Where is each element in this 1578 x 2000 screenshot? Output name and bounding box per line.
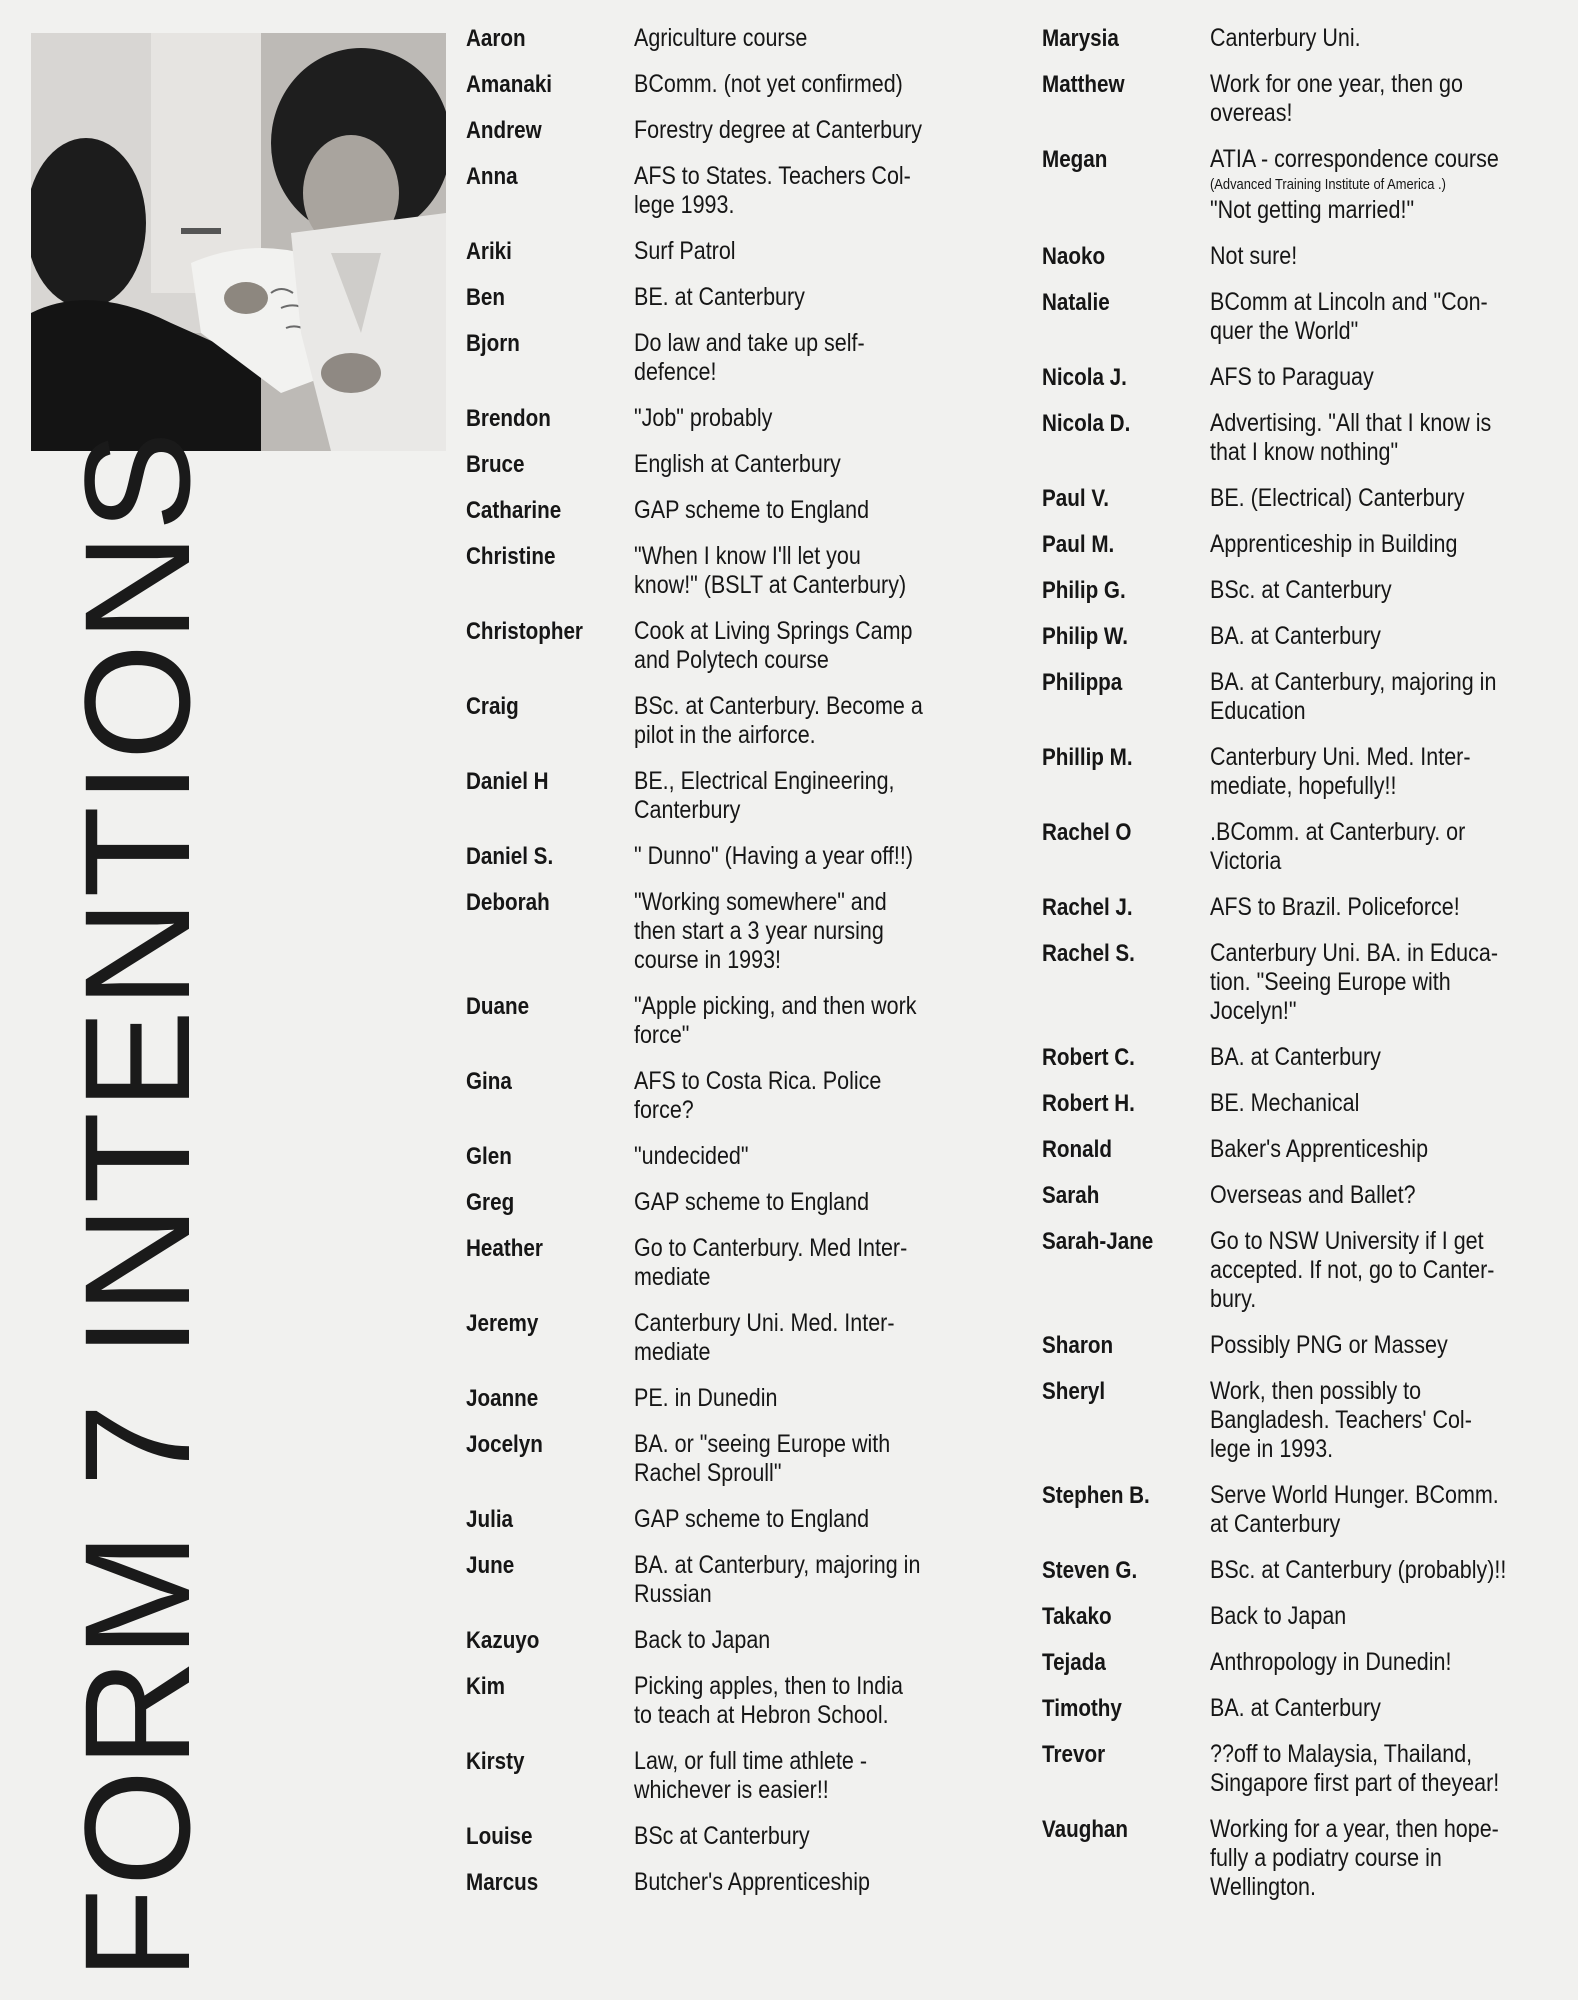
student-entry [466,1747,976,1805]
student-name: Nicola J. [1042,364,1127,391]
intention-line: BE. Mechanical [1210,1089,1360,1117]
student-name: Kirsty [466,1748,525,1775]
student-intention [634,1430,976,1488]
student-name: Christopher [466,618,583,645]
student-entry [466,1626,976,1655]
student-intention [634,1747,976,1805]
intention-line: Back to Japan [1210,1602,1347,1630]
intention-line: quer the World" [1210,317,1359,345]
student-entry [1042,1602,1562,1631]
intention-line: overeas! [1210,99,1293,127]
student-name: Philip W. [1042,623,1128,650]
student-intention [1210,743,1562,801]
page-title: FORM 7 INTENTIONS [53,429,221,1980]
student-entry [466,24,976,53]
intention-line: GAP scheme to England [634,1188,870,1216]
student-name: Kazuyo [466,1627,540,1654]
student-name: Robert C. [1042,1044,1135,1071]
student-intention [634,237,976,266]
intention-line: PE. in Dunedin [634,1384,778,1412]
intention-line: Russian [634,1580,712,1608]
student-entry [1042,1740,1562,1798]
student-intention [1210,484,1562,513]
student-name: Ben [466,284,505,311]
student-name: Stephen B. [1042,1482,1150,1509]
student-entry [466,767,976,825]
student-name: Heather [466,1235,543,1262]
intention-line: Do law and take up self- [634,329,865,357]
student-intention [634,162,976,220]
student-name: Louise [466,1823,533,1850]
student-name: Paul M. [1042,531,1115,558]
student-name: Gina [466,1068,512,1095]
student-intention [634,842,976,871]
intention-line: Wellington. [1210,1873,1316,1901]
intention-line: Jocelyn!" [1210,997,1297,1025]
intention-line: mediate [634,1338,711,1366]
intention-line: whichever is easier!! [634,1776,829,1804]
student-intention [1210,1377,1562,1464]
student-name: Marysia [1042,25,1119,52]
intentions-column-left [466,24,976,1914]
intention-line: ??off to Malaysia, Thailand, [1210,1740,1473,1768]
intention-line: pilot in the airforce. [634,721,816,749]
student-intention [1210,622,1562,651]
student-intention [1210,288,1562,346]
student-entry [1042,363,1562,392]
intention-line: BSc. at Canterbury [1210,576,1392,604]
student-entry [466,617,976,675]
intention-line: Possibly PNG or Massey [1210,1331,1448,1359]
intention-line: to teach at Hebron School. [634,1701,889,1729]
student-intention [1210,530,1562,559]
intention-line: GAP scheme to England [634,496,870,524]
student-name: Tejada [1042,1649,1106,1676]
intention-line: "Job" probably [634,404,773,432]
student-entry [466,1551,976,1609]
student-entry [466,116,976,145]
student-name: Marcus [466,1869,539,1896]
student-entry [466,1430,976,1488]
student-name: Naoko [1042,243,1106,270]
intention-line: mediate [634,1263,711,1291]
intention-line: BA. at Canterbury, majoring in [634,1551,921,1579]
student-name: Ronald [1042,1136,1112,1163]
student-intention [634,1188,976,1217]
intention-line: Go to Canterbury. Med Inter- [634,1234,908,1262]
student-intention [634,692,976,750]
student-name: Trevor [1042,1741,1106,1768]
student-name: Megan [1042,146,1108,173]
student-entry [1042,668,1562,726]
student-entry [1042,1227,1562,1314]
student-entry [1042,484,1562,513]
student-entry [466,1672,976,1730]
student-name: Joanne [466,1385,539,1412]
student-intention [634,617,976,675]
student-intention [634,1505,976,1534]
intention-line: "Apple picking, and then work [634,992,917,1020]
student-intention [1210,409,1562,467]
intention-line: BA. at Canterbury [1210,622,1381,650]
intention-line: bury. [1210,1285,1257,1313]
intention-line: Agriculture course [634,24,808,52]
student-name: Takako [1042,1603,1112,1630]
student-entry [1042,409,1562,467]
intention-line: "Not getting married!" [1210,196,1415,224]
student-name: Deborah [466,889,550,916]
student-entry [1042,893,1562,922]
intention-line: BA. at Canterbury [1210,1694,1381,1722]
student-intention [634,767,976,825]
student-name: June [466,1552,515,1579]
student-entry [466,1067,976,1125]
photo-of-students-signing-shirt [31,33,446,451]
student-entry [466,1234,976,1292]
intention-line: BE. (Electrical) Canterbury [1210,484,1465,512]
student-entry [1042,576,1562,605]
intention-line: Work, then possibly to [1210,1377,1422,1405]
student-entry [466,692,976,750]
student-entry [1042,145,1562,225]
student-name: Natalie [1042,289,1110,316]
intention-line: tion. "Seeing Europe with [1210,968,1451,996]
student-intention [634,1626,976,1655]
intention-line: AFS to Brazil. Policeforce! [1210,893,1460,921]
intention-line: Picking apples, then to India [634,1672,903,1700]
student-intention [634,116,976,145]
intention-line: Education [1210,697,1306,725]
student-entry [1042,743,1562,801]
intention-line: BE., Electrical Engineering, [634,767,895,795]
student-intention [634,70,976,99]
student-name: Andrew [466,117,542,144]
intention-line: at Canterbury [1210,1510,1341,1538]
student-name: Jocelyn [466,1431,543,1458]
student-entry [466,542,976,600]
student-entry [1042,939,1562,1026]
student-name: Amanaki [466,71,553,98]
student-intention [634,992,976,1050]
student-intention [1210,1181,1562,1210]
intention-line: .BComm. at Canterbury. or [1210,818,1466,846]
student-entry [466,283,976,312]
intention-line: Forestry degree at Canterbury [634,116,923,144]
intention-line: "Working somewhere" and [634,888,887,916]
student-name: Greg [466,1189,515,1216]
student-intention [1210,1481,1562,1539]
intention-line: that I know nothing" [1210,438,1399,466]
intention-line: Singapore first part of theyear! [1210,1769,1500,1797]
intention-line: BA. at Canterbury, majoring in [1210,668,1497,696]
student-name: Sheryl [1042,1378,1106,1405]
intention-line: Anthropology in Dunedin! [1210,1648,1452,1676]
student-name: Timothy [1042,1695,1122,1722]
intention-line: force" [634,1021,690,1049]
student-intention [1210,1740,1562,1798]
student-name: Jeremy [466,1310,539,1337]
intention-line: Butcher's Apprenticeship [634,1868,870,1896]
student-entry [466,162,976,220]
student-intention [1210,1556,1562,1585]
student-name: Rachel O [1042,819,1132,846]
intention-line: Not sure! [1210,242,1298,270]
student-entry [1042,1181,1562,1210]
student-intention [634,1822,976,1851]
intention-line: defence! [634,358,717,386]
intention-line: Go to NSW University if I get [1210,1227,1484,1255]
student-intention [634,496,976,525]
student-entry [1042,70,1562,128]
student-name: Steven G. [1042,1557,1138,1584]
intention-line: " Dunno" (Having a year off!!) [634,842,913,870]
intention-line: Canterbury Uni. [1210,24,1361,52]
student-name: Nicola D. [1042,410,1131,437]
intention-line: fully a podiatry course in [1210,1844,1442,1872]
student-name: Anna [466,163,518,190]
student-intention [634,24,976,53]
student-intention [634,1551,976,1609]
student-entry [466,1142,976,1171]
intention-line: Law, or full time athlete - [634,1747,868,1775]
student-entry [466,1505,976,1534]
student-intention [1210,1331,1562,1360]
student-intention [1210,145,1562,225]
student-name: Sarah [1042,1182,1100,1209]
student-entry [1042,1331,1562,1360]
student-intention [634,1672,976,1730]
student-name: Rachel S. [1042,940,1135,967]
intention-line: mediate, hopefully!! [1210,772,1397,800]
student-name: Paul V. [1042,485,1109,512]
student-entry [1042,24,1562,53]
intention-line: AFS to Paraguay [1210,363,1374,391]
student-name: Philip G. [1042,577,1126,604]
student-intention [1210,1694,1562,1723]
student-photo [31,33,446,451]
student-entry [1042,1694,1562,1723]
student-name: Craig [466,693,519,720]
student-name: Vaughan [1042,1816,1129,1843]
student-name: Robert H. [1042,1090,1135,1117]
intention-line: BComm at Lincoln and "Con- [1210,288,1488,316]
intention-line: lege 1993. [634,191,735,219]
student-intention [634,1234,976,1292]
student-name: Daniel H [466,768,549,795]
student-name: Rachel J. [1042,894,1133,921]
student-intention [1210,1648,1562,1677]
intention-line: Canterbury Uni. BA. in Educa- [1210,939,1499,967]
intention-line: force? [634,1096,694,1124]
student-entry [466,404,976,433]
intention-line: BSc. at Canterbury (probably)!! [1210,1556,1507,1584]
intention-line: Canterbury [634,796,741,824]
intention-line: ATIA - correspondence course [1210,145,1499,173]
student-entry [1042,622,1562,651]
intention-line: BComm. (not yet confirmed) [634,70,903,98]
student-entry [1042,242,1562,271]
intention-line: lege in 1993. [1210,1435,1334,1463]
student-intention [1210,1135,1562,1164]
student-name: Julia [466,1506,514,1533]
student-intention [1210,939,1562,1026]
student-entry [466,1384,976,1413]
student-intention [1210,893,1562,922]
student-intention [634,542,976,600]
student-name: Glen [466,1143,512,1170]
intention-line: Apprenticeship in Building [1210,530,1458,558]
student-entry [466,1822,976,1851]
intention-line: AFS to States. Teachers Col- [634,162,911,190]
student-name: Ariki [466,238,512,265]
student-name: Sharon [1042,1332,1114,1359]
intention-line: Work for one year, then go [1210,70,1463,98]
intention-line: BSc. at Canterbury. Become a [634,692,923,720]
student-entry [466,450,976,479]
student-name: Bjorn [466,330,520,357]
intention-line: "undecided" [634,1142,749,1170]
student-intention [634,1384,976,1413]
student-entry [466,496,976,525]
student-entry [1042,1481,1562,1539]
intention-line: BA. or "seeing Europe with [634,1430,891,1458]
intentions-column-right [1042,24,1562,1919]
intention-line: AFS to Costa Rica. Police [634,1067,882,1095]
student-entry [466,329,976,387]
student-name: Phillip M. [1042,744,1133,771]
intention-line: Back to Japan [634,1626,771,1654]
student-name: Bruce [466,451,525,478]
student-name: Philippa [1042,669,1123,696]
student-entry [466,70,976,99]
student-intention [634,1067,976,1125]
intention-line: and Polytech course [634,646,829,674]
intention-line: Baker's Apprenticeship [1210,1135,1429,1163]
student-intention [1210,1043,1562,1072]
student-entry [1042,530,1562,559]
student-intention [634,283,976,312]
student-intention [1210,24,1562,53]
student-name: Sarah-Jane [1042,1228,1154,1255]
student-entry [466,1868,976,1897]
student-intention [634,404,976,433]
student-intention [634,1309,976,1367]
student-intention [1210,1227,1562,1314]
student-intention [1210,70,1562,128]
intention-line: know!" (BSLT at Canterbury) [634,571,907,599]
student-entry [466,1309,976,1367]
intention-line: GAP scheme to England [634,1505,870,1533]
student-entry [466,1188,976,1217]
student-name: Christine [466,543,556,570]
intention-line: accepted. If not, go to Canter- [1210,1256,1495,1284]
student-intention [634,888,976,975]
intention-line: BE. at Canterbury [634,283,805,311]
student-entry [1042,1089,1562,1118]
student-entry [1042,1815,1562,1902]
intention-line: Cook at Living Springs Camp [634,617,913,645]
intention-line: English at Canterbury [634,450,841,478]
student-entry [466,237,976,266]
student-name: Daniel S. [466,843,554,870]
student-entry [1042,288,1562,346]
student-intention [1210,668,1562,726]
intention-line: Surf Patrol [634,237,736,265]
student-intention [634,450,976,479]
intention-line: Rachel Sproull" [634,1459,782,1487]
student-entry [466,992,976,1050]
intention-line: BA. at Canterbury [1210,1043,1381,1071]
student-name: Duane [466,993,530,1020]
student-intention [1210,1602,1562,1631]
intention-line: Bangladesh. Teachers' Col- [1210,1406,1472,1434]
intention-line: then start a 3 year nursing [634,917,884,945]
student-entry [1042,1135,1562,1164]
student-entry [466,842,976,871]
student-name: Matthew [1042,71,1125,98]
student-name: Catharine [466,497,562,524]
student-entry [466,888,976,975]
student-name: Kim [466,1673,505,1700]
student-intention [634,1868,976,1897]
student-intention [1210,242,1562,271]
student-name: Aaron [466,25,526,52]
intention-line: "When I know I'll let you [634,542,861,570]
student-entry [1042,1377,1562,1464]
intention-line: Canterbury Uni. Med. Inter- [1210,743,1471,771]
intention-line: Overseas and Ballet? [1210,1181,1416,1209]
intention-line: Serve World Hunger. BComm. [1210,1481,1499,1509]
student-intention [1210,363,1562,392]
student-intention [1210,818,1562,876]
intention-line: course in 1993! [634,946,782,974]
intention-line: Working for a year, then hope- [1210,1815,1499,1843]
student-entry [1042,1648,1562,1677]
student-intention [634,329,976,387]
student-intention [1210,1089,1562,1118]
student-intention [1210,576,1562,605]
intention-line: BSc at Canterbury [634,1822,810,1850]
student-entry [1042,1043,1562,1072]
intention-line: Victoria [1210,847,1282,875]
intention-line: Advertising. "All that I know is [1210,409,1492,437]
intention-line: Canterbury Uni. Med. Inter- [634,1309,895,1337]
student-intention [634,1142,976,1171]
student-name: Brendon [466,405,551,432]
student-entry [1042,818,1562,876]
student-entry [1042,1556,1562,1585]
intention-line: (Advanced Training Institute of America .) [1210,176,1446,193]
student-intention [1210,1815,1562,1902]
